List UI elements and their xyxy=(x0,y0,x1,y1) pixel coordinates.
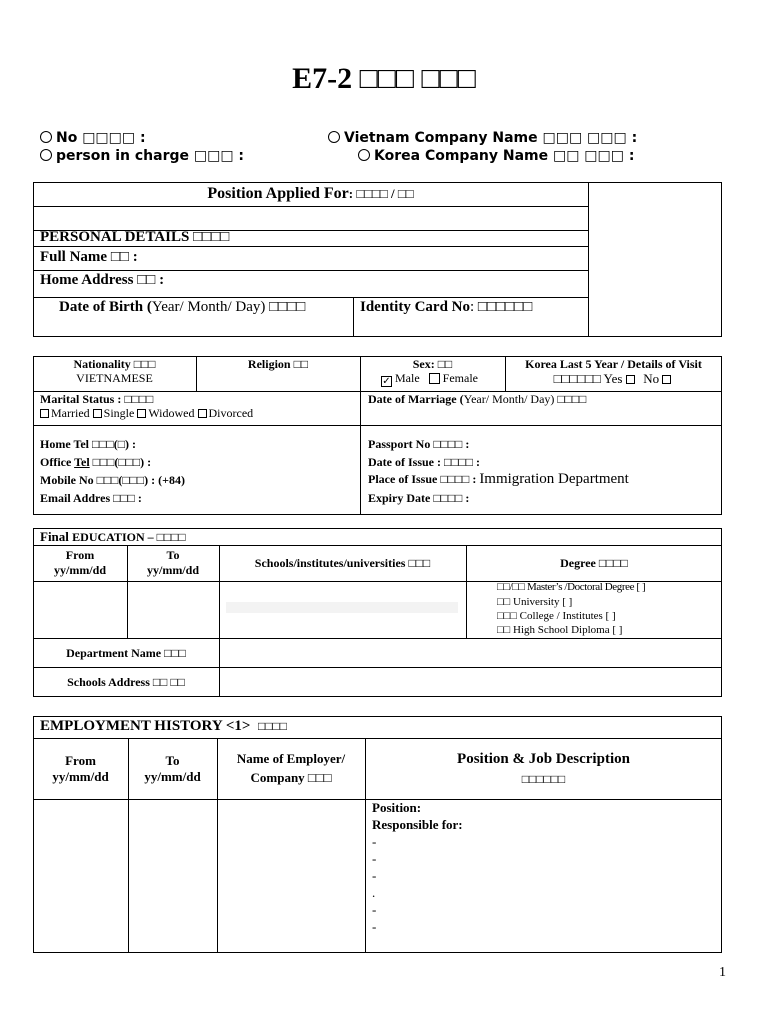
edu-col-from-sub: yy/mm/dd xyxy=(53,563,106,577)
nationality-label: Nationality □□□ xyxy=(73,357,156,371)
marital-options: Married Single Widowed Divorced xyxy=(40,406,253,421)
edu-col-to-sub: yy/mm/dd xyxy=(146,563,199,577)
position-applied-for: Position Applied For: □□□□ / □□ xyxy=(207,185,414,202)
employment-title: EMPLOYMENT HISTORY <1> □□□□ xyxy=(40,718,287,734)
department-name-label: Department Name □□□ xyxy=(66,646,186,660)
widowed-checkbox[interactable] xyxy=(137,409,146,418)
home-address-field: Home Address □□ : xyxy=(40,272,165,288)
emp-col-employer: Name of Employer/ xyxy=(236,751,346,766)
emp-col-to: To xyxy=(165,753,180,768)
home-tel-field: Home Tel □□□(□) : xyxy=(40,437,136,451)
emp-col-to-sub: yy/mm/dd xyxy=(144,769,201,784)
no-field: No □□□□ : xyxy=(40,130,146,146)
emp-col-employer-sub: Company □□□ xyxy=(250,770,332,785)
yes-checkbox[interactable] xyxy=(626,375,635,384)
no-checkbox[interactable] xyxy=(662,375,671,384)
email-field: Email Addres □□□ : xyxy=(40,491,142,505)
date-of-birth-field: Date of Birth (Year/ Month/ Day) □□□□ xyxy=(59,299,306,315)
sex-label: Sex: □□ xyxy=(412,357,453,371)
passport-no-field: Passport No □□□□ : xyxy=(368,437,470,451)
marital-status-label: Marital Status : □□□□ xyxy=(40,392,154,406)
bullet-item: - xyxy=(372,919,377,934)
single-checkbox[interactable] xyxy=(93,409,102,418)
edu-col-school: Schools/institutes/universities □□□ xyxy=(254,556,431,570)
degree-option-college: □□□ College / Institutes [ ] xyxy=(497,610,616,622)
sex-options: ✓ Male Female xyxy=(382,371,478,387)
emp-col-position: Position & Job Description xyxy=(457,751,630,767)
full-name-field: Full Name □□ : xyxy=(40,249,138,265)
responsible-label: Responsible for: xyxy=(372,817,463,832)
expiry-date-field: Expiry Date □□□□ : xyxy=(368,491,470,505)
vietnam-company-field: Vietnam Company Name □□□ □□□ : xyxy=(328,130,637,146)
circle-icon xyxy=(40,131,52,143)
page-number: 1 xyxy=(719,965,726,980)
date-of-issue-field: Date of Issue : □□□□ : xyxy=(368,455,480,469)
position-label: Position: xyxy=(372,800,422,815)
circle-icon xyxy=(328,131,340,143)
emp-col-position-sub: □□□□□□ xyxy=(521,772,566,786)
office-tel-field: Office Tel □□□(□□□) : xyxy=(40,455,152,469)
circle-icon xyxy=(40,149,52,161)
degree-option-highschool: □□ High School Diploma [ ] xyxy=(497,624,623,636)
divorced-checkbox[interactable] xyxy=(198,409,207,418)
emp-col-from-sub: yy/mm/dd xyxy=(52,769,109,784)
schools-address-label: Schools Address □□ □□ xyxy=(67,675,185,689)
male-checkbox[interactable]: ✓ xyxy=(382,376,391,387)
degree-option-masters: □□/□□ Master’s /Doctoral Degree [ ] xyxy=(497,581,646,593)
married-checkbox[interactable] xyxy=(40,409,49,418)
circle-icon xyxy=(358,149,370,161)
edu-col-degree: Degree □□□□ xyxy=(560,556,628,570)
bullet-item: . xyxy=(372,885,376,900)
edu-col-from: From xyxy=(65,548,95,562)
visit-options: □□□□□□ Yes No xyxy=(505,371,722,387)
edu-col-to: To xyxy=(166,548,180,562)
female-checkbox[interactable] xyxy=(429,373,440,384)
nationality-value: VIETNAMESE xyxy=(76,371,153,385)
page-title: E7-2 □□□ □□□ xyxy=(292,62,476,95)
identity-card-field: Identity Card No: □□□□□□ xyxy=(360,299,533,315)
religion-label: Religion □□ xyxy=(247,357,309,371)
date-of-marriage-field: Date of Marriage (Year/ Month/ Day) □□□□ xyxy=(368,392,587,406)
degree-option-university: □□ University [ ] xyxy=(497,596,573,608)
person-in-charge-field: person in charge □□□ : xyxy=(40,148,244,164)
education-title: Final EDUCATION – □□□□ xyxy=(40,529,186,544)
bullet-item: - xyxy=(372,834,377,849)
photo-box-divider xyxy=(588,182,589,337)
place-of-issue-field: Place of Issue □□□□ : Immigration Department xyxy=(368,471,629,487)
personal-details-title: PERSONAL DETAILS □□□□ xyxy=(40,229,230,245)
mobile-no-field: Mobile No □□□(□□□) : (+84) xyxy=(40,473,185,487)
bullet-item: - xyxy=(372,868,377,883)
visit-label: Korea Last 5 Year / Details of Visit xyxy=(525,357,702,371)
korea-company-field: Korea Company Name □□ □□□ : xyxy=(358,148,634,164)
bullet-item: - xyxy=(372,851,377,866)
bullet-item: - xyxy=(372,902,377,917)
emp-col-from: From xyxy=(65,753,96,768)
